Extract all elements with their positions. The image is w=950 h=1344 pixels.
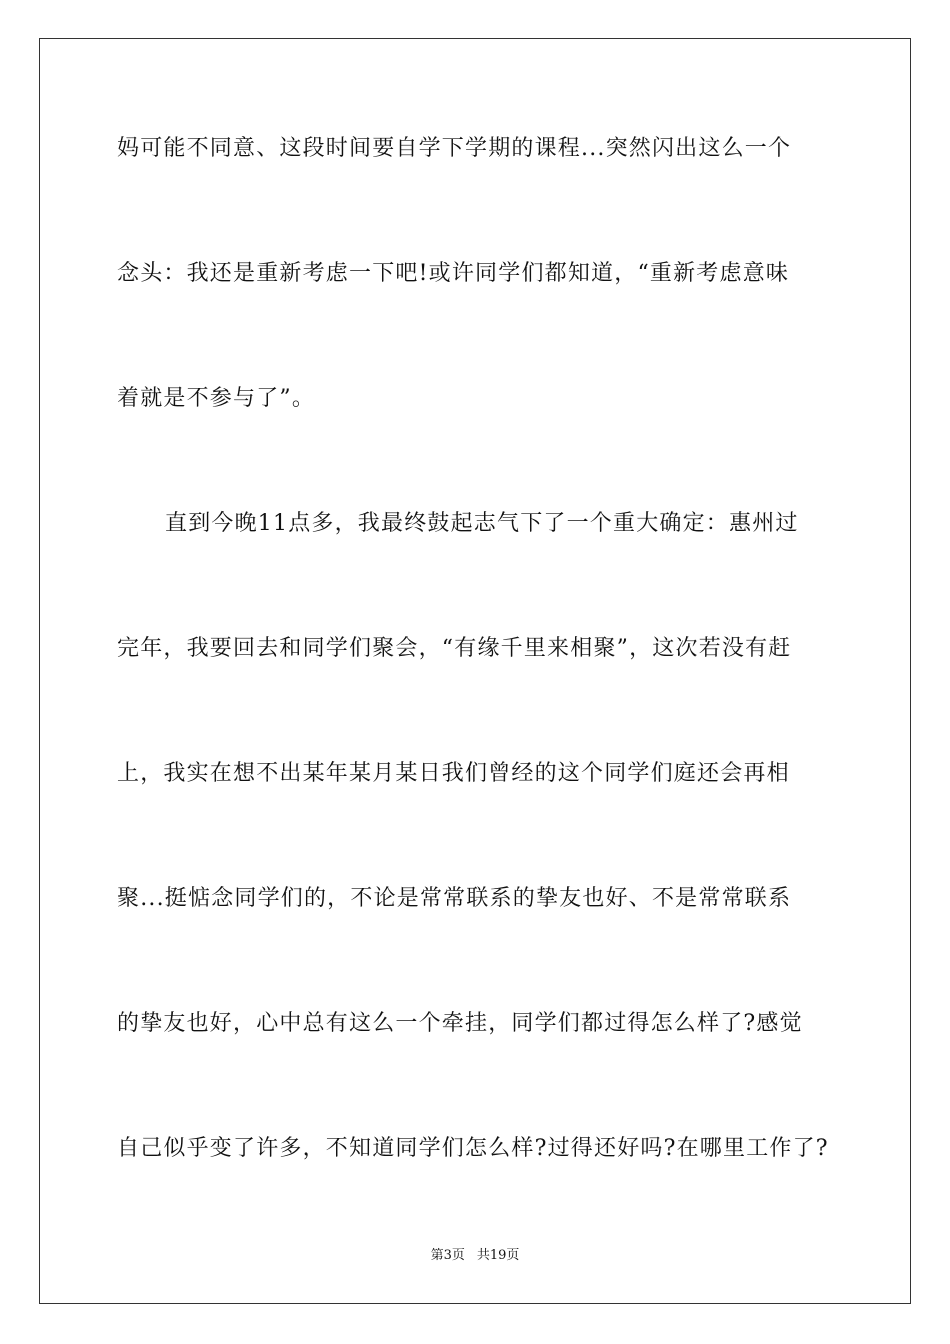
text-line-3: 着就是不参与了”。 [117, 386, 316, 411]
text-line-5: 完年，我要回去和同学们聚会，“有缘千里来相聚”，这次若没有赶 [117, 636, 792, 661]
text-line-6: 上，我实在想不出某年某月某日我们曾经的这个同学们庭还会再相 [117, 761, 790, 786]
text-line-8: 的挚友也好，心中总有这么一个牵挂，同学们都过得怎么样了?感觉 [117, 1011, 803, 1036]
page-number: 第3页 [430, 1248, 465, 1263]
text-line-9: 自己似乎变了许多，不知道同学们怎么样?过得还好吗?在哪里工作了? [117, 1136, 829, 1161]
page-footer [0, 1247, 950, 1265]
text-line-7: 聚...挺惦念同学们的，不论是常常联系的挚友也好、不是常常联系 [117, 886, 792, 911]
text-line-1: 妈可能不同意、这段时间要自学下学期的课程...突然闪出这么一个 [117, 136, 792, 161]
text-line-2: 念头：我还是重新考虑一下吧!或许同学们都知道，“重新考虑意味 [117, 261, 790, 286]
page-border [39, 38, 911, 1304]
page-total: 共19页 [476, 1248, 520, 1263]
text-line-4: 直到今晚11点多，我最终鼓起志气下了一个重大确定：惠州过 [165, 511, 799, 536]
